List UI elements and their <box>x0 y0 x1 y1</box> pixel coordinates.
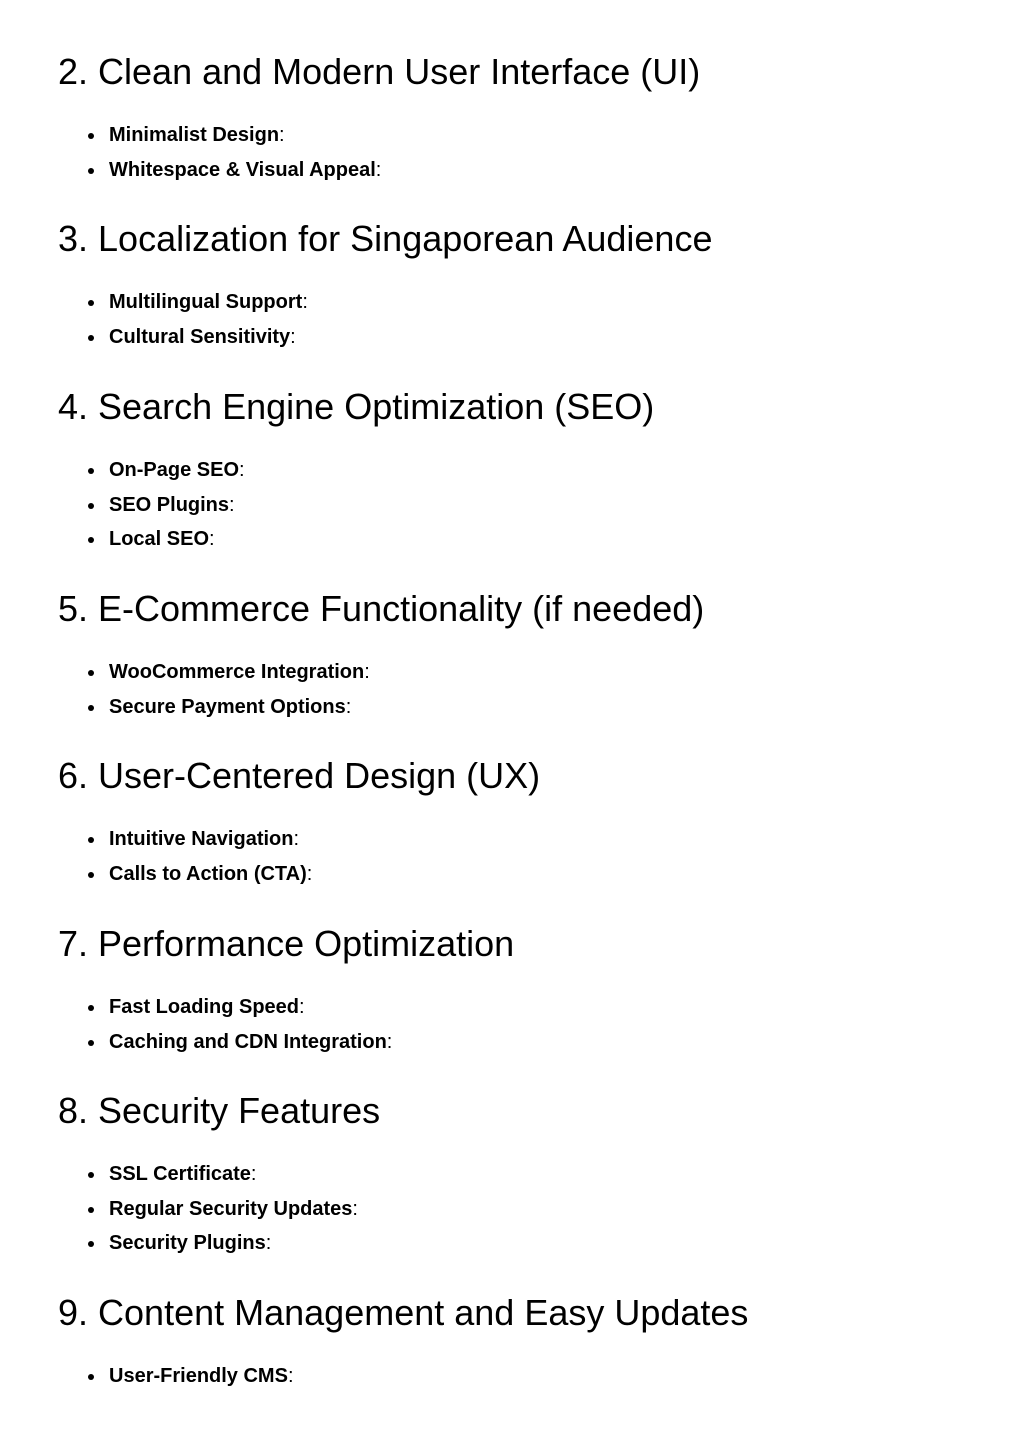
list-item <box>58 1030 998 1054</box>
list-item <box>58 695 998 719</box>
bullet-icon <box>88 335 94 341</box>
bullet-icon <box>88 1040 94 1046</box>
item-suffix: : <box>386 1030 393 1053</box>
bullet-icon <box>88 1005 94 1011</box>
bullet-icon <box>88 705 94 711</box>
item-label: Caching and CDN Integration <box>109 1030 387 1053</box>
list-item <box>58 1162 998 1186</box>
list-item <box>58 660 998 684</box>
item-suffix: : <box>299 996 305 1018</box>
item-label: WooCommerce Integration <box>109 661 365 683</box>
bullet-icon <box>88 1241 94 1247</box>
section-heading: 4. Search Engine Optimization (SEO) <box>58 386 655 427</box>
list-item <box>58 862 998 886</box>
item-suffix: : <box>364 661 370 683</box>
section-ui <box>58 51 998 192</box>
bullet-list <box>58 1364 998 1388</box>
section-localization <box>58 218 998 359</box>
item-label: Fast Loading Speed <box>109 996 300 1018</box>
bullet-icon <box>88 670 94 676</box>
item-suffix: : <box>345 695 352 718</box>
bullet-icon <box>88 503 94 509</box>
bullet-icon <box>88 300 94 306</box>
bullet-icon <box>88 837 94 843</box>
item-suffix: : <box>290 325 296 348</box>
item-label: Cultural Sensitivity <box>109 325 291 348</box>
section-heading: 5. E-Commerce Functionality (if needed) <box>58 588 705 629</box>
item-label: Regular Security Updates <box>109 1197 353 1220</box>
item-label: SSL Certificate <box>109 1163 251 1185</box>
section-cms <box>58 1292 998 1399</box>
bullet-list <box>58 995 998 1054</box>
item-suffix: : <box>293 828 300 850</box>
bullet-icon <box>88 537 94 543</box>
list-item <box>58 1364 998 1388</box>
section-seo <box>58 386 998 562</box>
section-ecommerce <box>58 588 998 729</box>
list-item <box>58 827 998 851</box>
section-heading: 2. Clean and Modern User Interface (UI) <box>58 51 701 92</box>
item-label: Multilingual Support <box>109 291 303 313</box>
list-item <box>58 458 998 482</box>
list-item <box>58 325 998 349</box>
item-suffix: : <box>239 459 245 481</box>
list-item <box>58 1231 998 1255</box>
item-suffix: : <box>279 124 285 146</box>
bullet-list <box>58 458 998 551</box>
section-heading: 7. Performance Optimization <box>58 923 515 964</box>
bullet-icon <box>88 468 94 474</box>
item-suffix: : <box>352 1197 358 1220</box>
bullet-icon <box>88 133 94 139</box>
section-heading: 3. Localization for Singaporean Audience <box>58 218 713 259</box>
bullet-list <box>58 660 998 719</box>
item-suffix: : <box>375 158 382 181</box>
item-label: On-Page SEO <box>109 459 240 481</box>
section-heading: 8. Security Features <box>58 1090 381 1131</box>
bullet-icon <box>88 168 94 174</box>
item-label: SEO Plugins <box>109 493 230 516</box>
section-performance <box>58 923 998 1064</box>
bullet-list <box>58 827 998 886</box>
item-label: Whitespace & Visual Appeal <box>109 158 376 181</box>
bullet-icon <box>88 872 94 878</box>
list-item <box>58 493 998 517</box>
item-label: Security Plugins <box>109 1232 266 1255</box>
item-suffix: : <box>229 493 235 516</box>
section-heading: 6. User-Centered Design (UX) <box>58 755 541 796</box>
section-security <box>58 1090 998 1266</box>
list-item <box>58 527 998 551</box>
bullet-list <box>58 1162 998 1255</box>
item-suffix: : <box>302 291 308 313</box>
item-label: Local SEO <box>109 528 210 551</box>
list-item <box>58 123 998 147</box>
item-suffix: : <box>265 1232 272 1255</box>
bullet-icon <box>88 1172 94 1178</box>
bullet-list <box>58 290 998 349</box>
bullet-list <box>58 123 998 182</box>
item-label: Calls to Action (CTA) <box>109 862 307 885</box>
item-suffix: : <box>209 528 215 551</box>
item-label: Minimalist Design <box>109 124 280 146</box>
section-ux <box>58 755 998 896</box>
list-item <box>58 158 998 182</box>
item-label: Intuitive Navigation <box>109 828 294 850</box>
bullet-icon <box>88 1207 94 1213</box>
item-suffix: : <box>306 862 313 885</box>
list-item <box>58 290 998 314</box>
bullet-icon <box>88 1374 94 1380</box>
item-suffix: : <box>250 1163 257 1185</box>
section-heading: 9. Content Management and Easy Updates <box>58 1292 749 1333</box>
item-label: User-Friendly CMS <box>109 1365 288 1387</box>
item-suffix: : <box>287 1365 294 1387</box>
item-label: Secure Payment Options <box>109 695 346 718</box>
list-item <box>58 1197 998 1221</box>
list-item <box>58 995 998 1019</box>
